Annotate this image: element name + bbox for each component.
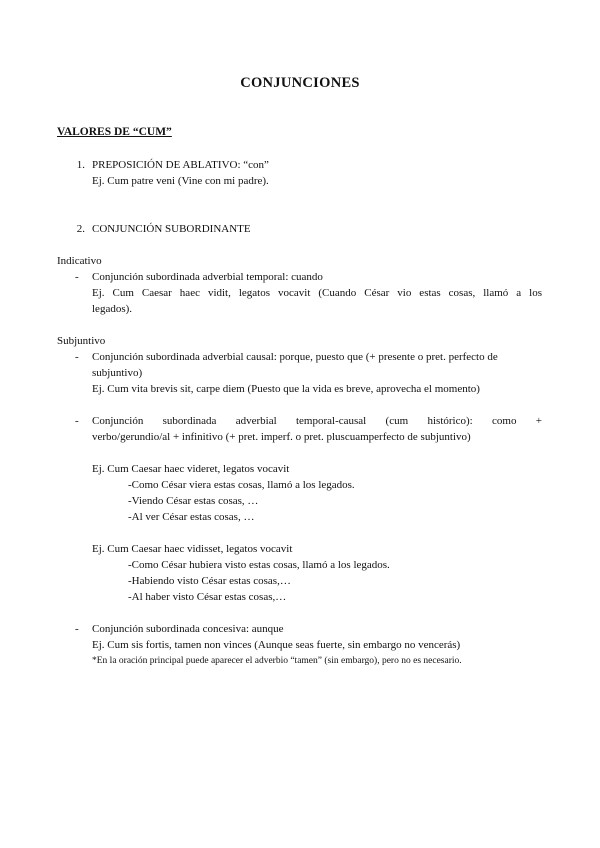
indicativo-label: Indicativo bbox=[57, 255, 102, 267]
indicativo-example bbox=[92, 286, 542, 300]
temporal-line bbox=[92, 414, 542, 428]
item2-heading: CONJUNCIÓN SUBORDINANTE bbox=[92, 223, 251, 235]
list-bullet: - bbox=[75, 415, 79, 427]
causal-line: Conjunción subordinada adverbial causal: porque, puesto que (+ presente o pret. perfecto de bbox=[92, 351, 498, 363]
translation-line: -Habiendo visto César estas cosas,… bbox=[128, 575, 291, 587]
list-bullet: - bbox=[75, 623, 79, 635]
temporal-line-text: Conjunción subordinada adverbial temporal-causal (cum histórico): como + bbox=[92, 415, 542, 427]
example-sentence: Ej. Cum Caesar haec vidisset, legatos vocavit bbox=[92, 543, 293, 555]
causal-example: Ej. Cum vita brevis sit, carpe diem (Puesto que la vida es breve, aprovecha el momento) bbox=[92, 383, 480, 395]
concesiva-line: Conjunción subordinada concesiva: aunque bbox=[92, 623, 284, 635]
item-number: 2. bbox=[76, 223, 85, 235]
concesiva-note: *En la oración principal puede aparecer el adverbio “tamen” (sin embargo), pero no es necesario. bbox=[92, 656, 462, 666]
translation-line: -Como César viera estas cosas, llamó a los legados. bbox=[128, 479, 355, 491]
translation-line: -Como César hubiera visto estas cosas, llamó a los legados. bbox=[128, 559, 390, 571]
concesiva-example: Ej. Cum sis fortis, tamen non vinces (Aunque seas fuerte, sin embargo no vencerás) bbox=[92, 639, 461, 651]
translation-line: -Al ver César estas cosas, … bbox=[128, 511, 255, 523]
list-bullet: - bbox=[75, 271, 79, 283]
section-heading: VALORES DE “CUM” bbox=[57, 126, 172, 138]
indicativo-line: Conjunción subordinada adverbial temporal: cuando bbox=[92, 271, 323, 283]
item1-example: Ej. Cum patre veni (Vine con mi padre). bbox=[92, 175, 269, 187]
subjuntivo-label: Subjuntivo bbox=[57, 335, 106, 347]
item-number: 1. bbox=[76, 159, 85, 171]
temporal-line-cont: verbo/gerundio/al + infinitivo (+ pret. imperf. o pret. pluscuamperfecto de subjuntivo) bbox=[92, 431, 471, 443]
causal-line-cont: subjuntivo) bbox=[92, 367, 143, 379]
indicativo-example-text: Ej. Cum Caesar haec vidit, legatos vocavit (Cuando César vio estas cosas, llamó a los bbox=[92, 287, 542, 299]
page-title: CONJUNCIONES bbox=[240, 75, 360, 91]
list-bullet: - bbox=[75, 351, 79, 363]
translation-line: -Viendo César estas cosas, … bbox=[128, 495, 259, 507]
item1-heading: PREPOSICIÓN DE ABLATIVO: “con” bbox=[92, 159, 269, 171]
indicativo-example-cont: legados). bbox=[92, 303, 133, 315]
example-sentence: Ej. Cum Caesar haec videret, legatos vocavit bbox=[92, 463, 290, 475]
translation-line: -Al haber visto César estas cosas,… bbox=[128, 591, 287, 603]
